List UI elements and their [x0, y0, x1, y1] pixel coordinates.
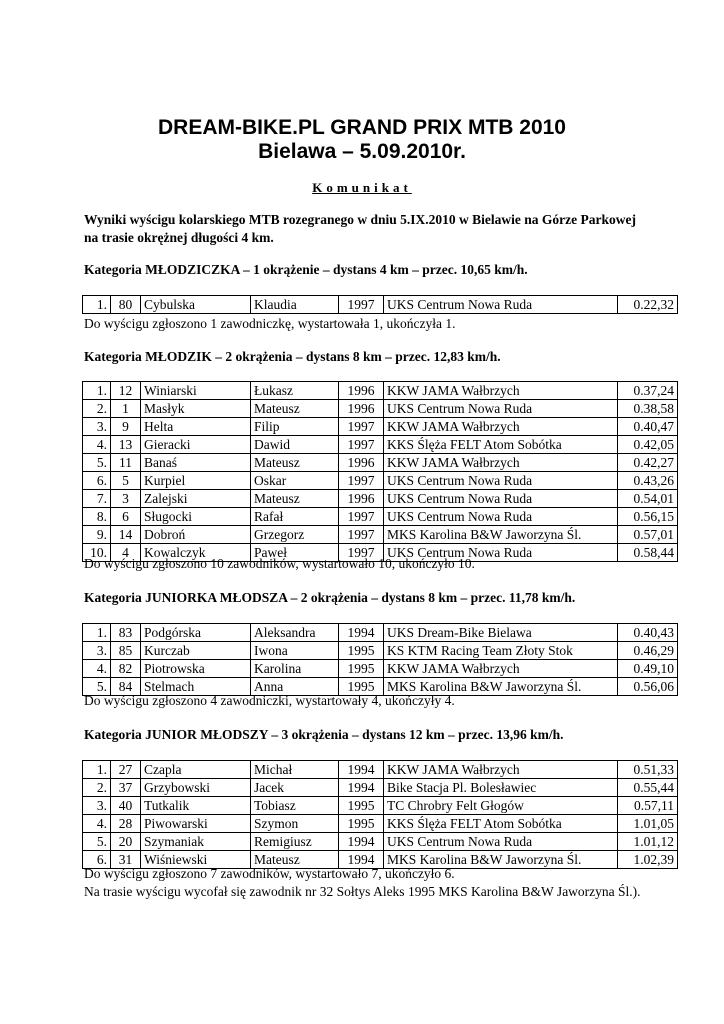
- last-name-cell: Grzybowski: [141, 779, 251, 797]
- place-cell: 6.: [83, 472, 111, 490]
- table-row: [83, 797, 678, 815]
- bib-number-cell: 11: [111, 454, 141, 472]
- last-name-cell: Winiarski: [141, 382, 251, 400]
- first-name-cell: Mateusz: [251, 400, 339, 418]
- place-cell: 9.: [83, 526, 111, 544]
- time-cell: 0.46,29: [618, 642, 678, 660]
- place-cell: 4.: [83, 660, 111, 678]
- time-cell: 0.38,58: [618, 400, 678, 418]
- last-name-cell: Stelmach: [141, 678, 251, 696]
- document-subtitle: Bielawa – 5.09.2010r.: [258, 140, 466, 163]
- time-cell: 0.22,32: [618, 296, 678, 314]
- first-name-cell: Mateusz: [251, 851, 339, 869]
- first-name-cell: Karolina: [251, 660, 339, 678]
- time-cell: 0.56,06: [618, 678, 678, 696]
- place-cell: 5.: [83, 833, 111, 851]
- time-cell: 0.57,11: [618, 797, 678, 815]
- bib-number-cell: 27: [111, 761, 141, 779]
- table-row: [83, 779, 678, 797]
- table-row: [83, 833, 678, 851]
- first-name-cell: Oskar: [251, 472, 339, 490]
- intro-paragraph: Wyniki wyścigu kolarskiego MTB rozegranego w dniu 5.IX.2010 w Bielawie na Górze Parkowej na trasie okrężnej długości 4 km.: [84, 212, 636, 245]
- bib-number-cell: 84: [111, 678, 141, 696]
- place-cell: 6.: [83, 851, 111, 869]
- place-cell: 2.: [83, 400, 111, 418]
- club-cell: UKS Centrum Nowa Ruda: [384, 296, 618, 314]
- bib-number-cell: 31: [111, 851, 141, 869]
- birth-year-cell: 1994: [339, 761, 384, 779]
- last-name-cell: Zalejski: [141, 490, 251, 508]
- club-cell: UKS Centrum Nowa Ruda: [384, 544, 618, 562]
- birth-year-cell: 1994: [339, 624, 384, 642]
- bib-number-cell: 82: [111, 660, 141, 678]
- category-heading-mlodzik: Kategoria MŁODZIK – 2 okrążenia – dystans 8 km – przec. 12,83 km/h.: [84, 349, 501, 364]
- birth-year-cell: 1995: [339, 660, 384, 678]
- last-name-cell: Piwowarski: [141, 815, 251, 833]
- first-name-cell: Remigiusz: [251, 833, 339, 851]
- first-name-cell: Anna: [251, 678, 339, 696]
- category-note-mlodzik: Do wyścigu zgłoszono 10 zawodników, wystartowało 10, ukończyło 10.: [84, 556, 475, 571]
- birth-year-cell: 1996: [339, 490, 384, 508]
- birth-year-cell: 1994: [339, 851, 384, 869]
- bib-number-cell: 5: [111, 472, 141, 490]
- last-name-cell: Czapla: [141, 761, 251, 779]
- table-row: [83, 400, 678, 418]
- birth-year-cell: 1997: [339, 544, 384, 562]
- club-cell: KKW JAMA Wałbrzych: [384, 454, 618, 472]
- table-row: [83, 642, 678, 660]
- first-name-cell: Mateusz: [251, 490, 339, 508]
- place-cell: 3.: [83, 642, 111, 660]
- table-row: [83, 472, 678, 490]
- bib-number-cell: 85: [111, 642, 141, 660]
- place-cell: 8.: [83, 508, 111, 526]
- birth-year-cell: 1996: [339, 454, 384, 472]
- first-name-cell: Jacek: [251, 779, 339, 797]
- place-cell: 5.: [83, 678, 111, 696]
- birth-year-cell: 1995: [339, 678, 384, 696]
- place-cell: 7.: [83, 490, 111, 508]
- results-table-juniorka-mlodsza: [82, 623, 678, 696]
- time-cell: 0.55,44: [618, 779, 678, 797]
- club-cell: KS KTM Racing Team Złoty Stok: [384, 642, 618, 660]
- table-row: [83, 490, 678, 508]
- last-name-cell: Gieracki: [141, 436, 251, 454]
- last-name-cell: Helta: [141, 418, 251, 436]
- club-cell: UKS Centrum Nowa Ruda: [384, 833, 618, 851]
- table-row: [83, 660, 678, 678]
- time-cell: 0.43,26: [618, 472, 678, 490]
- bib-number-cell: 6: [111, 508, 141, 526]
- table-row: [83, 761, 678, 779]
- komunikat-heading: Komunikat: [312, 180, 412, 195]
- time-cell: 0.37,24: [618, 382, 678, 400]
- first-name-cell: Michał: [251, 761, 339, 779]
- first-name-cell: Tobiasz: [251, 797, 339, 815]
- last-name-cell: Tutkalik: [141, 797, 251, 815]
- birth-year-cell: 1997: [339, 296, 384, 314]
- club-cell: KKW JAMA Wałbrzych: [384, 418, 618, 436]
- time-cell: 0.40,47: [618, 418, 678, 436]
- category-note-junior-mlodszy: Do wyścigu zgłoszono 7 zawodników, wystartowało 7, ukończyło 6.: [84, 866, 455, 881]
- results-table-mlodzik: [82, 381, 678, 562]
- time-cell: 0.42,05: [618, 436, 678, 454]
- club-cell: KKS Ślęża FELT Atom Sobótka: [384, 436, 618, 454]
- first-name-cell: Mateusz: [251, 454, 339, 472]
- place-cell: 4.: [83, 815, 111, 833]
- first-name-cell: Aleksandra: [251, 624, 339, 642]
- last-name-cell: Kurczab: [141, 642, 251, 660]
- first-name-cell: Filip: [251, 418, 339, 436]
- club-cell: UKS Centrum Nowa Ruda: [384, 508, 618, 526]
- last-name-cell: Kurpiel: [141, 472, 251, 490]
- table-row: [83, 526, 678, 544]
- place-cell: 5.: [83, 454, 111, 472]
- time-cell: 0.40,43: [618, 624, 678, 642]
- club-cell: Bike Stacja Pl. Bolesławiec: [384, 779, 618, 797]
- club-cell: KKS Ślęża FELT Atom Sobótka: [384, 815, 618, 833]
- place-cell: 10.: [83, 544, 111, 562]
- first-name-cell: Dawid: [251, 436, 339, 454]
- table-row: [83, 418, 678, 436]
- last-name-cell: Banaś: [141, 454, 251, 472]
- category-heading-juniorka-mlodsza: Kategoria JUNIORKA MŁODSZA – 2 okrążenia – dystans 8 km – przec. 11,78 km/h.: [84, 590, 576, 605]
- category-note-juniorka-mlodsza: Do wyścigu zgłoszono 4 zawodniczki, wystartowały 4, ukończyły 4.: [84, 693, 455, 708]
- category-heading-mlodziczka: Kategoria MŁODZICZKA – 1 okrążenie – dystans 4 km – przec. 10,65 km/h.: [84, 262, 528, 277]
- last-name-cell: Sługocki: [141, 508, 251, 526]
- bib-number-cell: 12: [111, 382, 141, 400]
- time-cell: 0.42,27: [618, 454, 678, 472]
- category-note-mlodziczka: Do wyścigu zgłoszono 1 zawodniczkę, wystartowała 1, ukończyła 1.: [84, 316, 456, 331]
- bib-number-cell: 1: [111, 400, 141, 418]
- place-cell: 1.: [83, 761, 111, 779]
- time-cell: 0.49,10: [618, 660, 678, 678]
- last-name-cell: Szymaniak: [141, 833, 251, 851]
- table-row: [83, 508, 678, 526]
- time-cell: 0.54,01: [618, 490, 678, 508]
- first-name-cell: Grzegorz: [251, 526, 339, 544]
- last-name-cell: Wiśniewski: [141, 851, 251, 869]
- bib-number-cell: 14: [111, 526, 141, 544]
- time-cell: 1.01,12: [618, 833, 678, 851]
- first-name-cell: Łukasz: [251, 382, 339, 400]
- club-cell: KKW JAMA Wałbrzych: [384, 382, 618, 400]
- last-name-cell: Masłyk: [141, 400, 251, 418]
- place-cell: 3.: [83, 797, 111, 815]
- last-name-cell: Dobroń: [141, 526, 251, 544]
- club-cell: UKS Centrum Nowa Ruda: [384, 472, 618, 490]
- birth-year-cell: 1997: [339, 418, 384, 436]
- table-row: [83, 382, 678, 400]
- first-name-cell: Klaudia: [251, 296, 339, 314]
- results-table-junior-mlodszy: [82, 760, 678, 869]
- first-name-cell: Iwona: [251, 642, 339, 660]
- first-name-cell: Paweł: [251, 544, 339, 562]
- birth-year-cell: 1997: [339, 526, 384, 544]
- bib-number-cell: 83: [111, 624, 141, 642]
- bib-number-cell: 9: [111, 418, 141, 436]
- club-cell: MKS Karolina B&W Jaworzyna Śl.: [384, 678, 618, 696]
- bib-number-cell: 37: [111, 779, 141, 797]
- birth-year-cell: 1995: [339, 797, 384, 815]
- time-cell: 0.58,44: [618, 544, 678, 562]
- club-cell: UKS Dream-Bike Bielawa: [384, 624, 618, 642]
- first-name-cell: Rafał: [251, 508, 339, 526]
- time-cell: 0.56,15: [618, 508, 678, 526]
- club-cell: MKS Karolina B&W Jaworzyna Śl.: [384, 851, 618, 869]
- club-cell: KKW JAMA Wałbrzych: [384, 660, 618, 678]
- table-row: [83, 296, 678, 314]
- time-cell: 1.02,39: [618, 851, 678, 869]
- table-row: [83, 815, 678, 833]
- place-cell: 1.: [83, 382, 111, 400]
- bib-number-cell: 3: [111, 490, 141, 508]
- results-table-mlodziczka: [82, 295, 678, 314]
- time-cell: 1.01,05: [618, 815, 678, 833]
- bib-number-cell: 13: [111, 436, 141, 454]
- table-row: [83, 624, 678, 642]
- place-cell: 3.: [83, 418, 111, 436]
- birth-year-cell: 1995: [339, 642, 384, 660]
- last-name-cell: Kowalczyk: [141, 544, 251, 562]
- time-cell: 0.57,01: [618, 526, 678, 544]
- club-cell: MKS Karolina B&W Jaworzyna Śl.: [384, 526, 618, 544]
- bib-number-cell: 40: [111, 797, 141, 815]
- birth-year-cell: 1997: [339, 472, 384, 490]
- birth-year-cell: 1996: [339, 400, 384, 418]
- birth-year-cell: 1995: [339, 815, 384, 833]
- club-cell: KKW JAMA Wałbrzych: [384, 761, 618, 779]
- birth-year-cell: 1997: [339, 508, 384, 526]
- club-cell: UKS Centrum Nowa Ruda: [384, 490, 618, 508]
- last-name-cell: Podgórska: [141, 624, 251, 642]
- place-cell: 2.: [83, 779, 111, 797]
- birth-year-cell: 1994: [339, 779, 384, 797]
- category-heading-junior-mlodszy: Kategoria JUNIOR MŁODSZY – 3 okrążenia – dystans 12 km – przec. 13,96 km/h.: [84, 727, 564, 742]
- bib-number-cell: 20: [111, 833, 141, 851]
- birth-year-cell: 1994: [339, 833, 384, 851]
- birth-year-cell: 1997: [339, 436, 384, 454]
- bib-number-cell: 80: [111, 296, 141, 314]
- place-cell: 4.: [83, 436, 111, 454]
- bib-number-cell: 28: [111, 815, 141, 833]
- place-cell: 1.: [83, 624, 111, 642]
- withdrawal-note: Na trasie wyścigu wycofał się zawodnik nr 32 Sołtys Aleks 1995 MKS Karolina B&W Jaworzyna Śl.).: [84, 884, 641, 899]
- bib-number-cell: 4: [111, 544, 141, 562]
- document-title: DREAM-BIKE.PL GRAND PRIX MTB 2010: [157, 116, 566, 139]
- table-row: [83, 454, 678, 472]
- place-cell: 1.: [83, 296, 111, 314]
- club-cell: UKS Centrum Nowa Ruda: [384, 400, 618, 418]
- last-name-cell: Cybulska: [141, 296, 251, 314]
- last-name-cell: Piotrowska: [141, 660, 251, 678]
- club-cell: TC Chrobry Felt Głogów: [384, 797, 618, 815]
- first-name-cell: Szymon: [251, 815, 339, 833]
- table-row: [83, 436, 678, 454]
- time-cell: 0.51,33: [618, 761, 678, 779]
- birth-year-cell: 1996: [339, 382, 384, 400]
